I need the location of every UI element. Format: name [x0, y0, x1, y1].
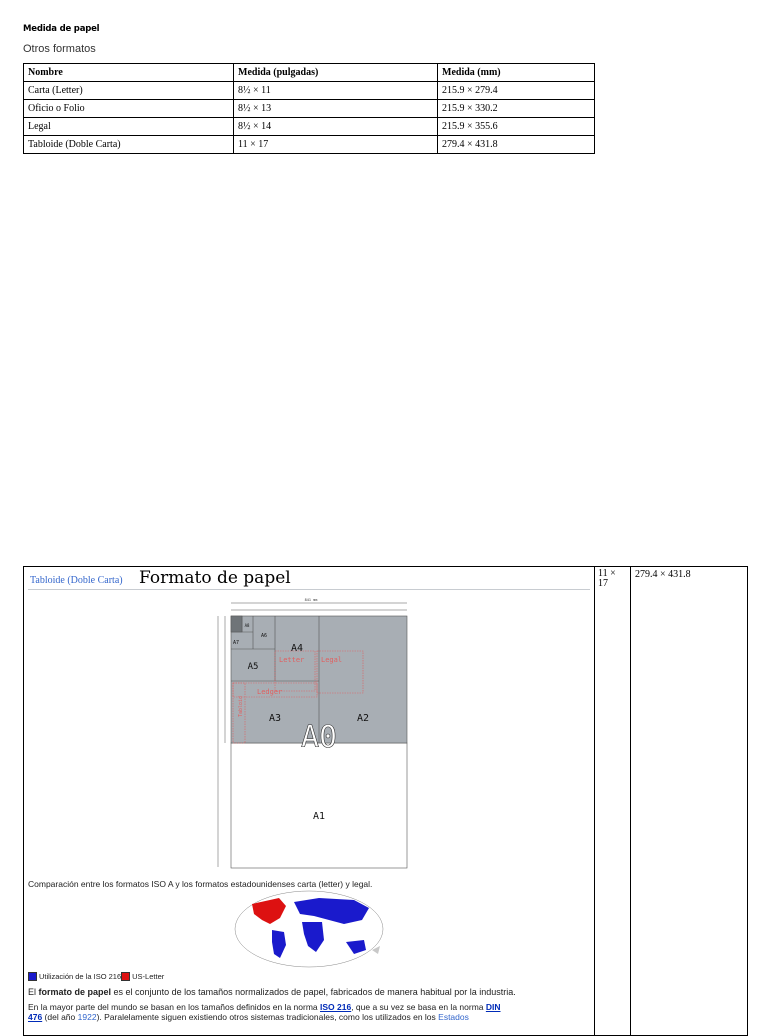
cell-name: Legal	[24, 118, 234, 136]
cell-mm: 215.9 × 355.6	[438, 118, 595, 136]
cell-inches: 8½ × 14	[234, 118, 438, 136]
a7-label: A7	[232, 640, 240, 646]
din-476-link[interactable]: 476	[28, 1012, 43, 1022]
tabloide-link[interactable]: Tabloide (Doble Carta)	[30, 575, 123, 586]
cell-mm: 215.9 × 330.2	[438, 100, 595, 118]
paper-size-diagram	[213, 597, 409, 873]
us-swatch	[121, 972, 130, 981]
iso-swatch	[28, 972, 37, 981]
letter-label: Letter	[279, 656, 305, 664]
a1-sheet	[231, 743, 407, 868]
diagram-caption: Comparación entre los formatos ISO A y los formatos estadounidenses carta (letter) y legal.	[28, 879, 373, 889]
iso-216-link[interactable]: ISO 216	[320, 1002, 352, 1012]
intro-paragraph	[28, 987, 588, 997]
paper-formats-table	[23, 63, 595, 154]
lower-table-fragment	[23, 566, 748, 1036]
a5-label: A5	[247, 662, 259, 672]
section-subtitle: Otros formatos	[23, 43, 96, 55]
a2-label: A2	[356, 713, 370, 724]
para1-bold: formato de papel	[38, 987, 112, 997]
a3-label: A3	[268, 713, 282, 724]
ledger-label: Ledger	[257, 688, 283, 696]
header-mm: Medida (mm)	[438, 64, 595, 82]
infobox-cell	[24, 567, 595, 1035]
para2-text-4: ). Paralelamente siguen existiendo otros sistemas tradicionales, como los utilizados en los	[96, 1012, 439, 1022]
din-link[interactable]: DIN	[485, 1002, 501, 1012]
map-legend	[28, 972, 164, 981]
a0-label: A0	[300, 720, 338, 755]
para2-text-2: , que a su vez se basa en la norma	[351, 1002, 486, 1012]
second-paragraph	[28, 1002, 588, 1022]
cell-name: Carta (Letter)	[24, 82, 234, 100]
a8-sheet	[231, 616, 242, 632]
tabloid-label: Tabloid	[238, 695, 244, 717]
cell-inches: 8½ × 13	[234, 100, 438, 118]
para1-text-2: es el conjunto de los tamaños normalizados de papel, fabricados de manera habitual por la industria.	[111, 987, 516, 997]
cell-name: Oficio o Folio	[24, 100, 234, 118]
cell-mm: 215.9 × 279.4	[438, 82, 595, 100]
document-title: Medida de papel	[23, 24, 100, 34]
mm-cell: 279.4 × 431.8	[635, 569, 691, 580]
infobox-header	[28, 569, 590, 590]
para2-text-1: En la mayor parte del mundo se basan en los tamaños definidos en la norma	[28, 1002, 321, 1012]
legal-label: Legal	[321, 656, 343, 664]
header-nombre: Nombre	[24, 64, 234, 82]
cell-inches: 11 × 17	[234, 136, 438, 154]
a1-label: A1	[312, 811, 326, 822]
table-row	[24, 82, 595, 100]
world-map-image	[234, 890, 384, 968]
infobox-title: Formato de papel	[139, 568, 291, 588]
cell-name: Tabloide (Doble Carta)	[24, 136, 234, 154]
us-legend-label: US-Letter	[132, 972, 165, 981]
para2-text-3: (del año	[42, 1012, 78, 1022]
table-row	[24, 136, 595, 154]
para1-text-1: El	[28, 987, 39, 997]
table-row	[24, 118, 595, 136]
header-pulgadas: Medida (pulgadas)	[234, 64, 438, 82]
a8-label: A8	[244, 623, 250, 628]
year-1922-link[interactable]: 1922	[77, 1012, 97, 1022]
a6-label: A6	[260, 633, 268, 639]
cell-inches: 8½ × 11	[234, 82, 438, 100]
cell-mm: 279.4 × 431.8	[438, 136, 595, 154]
inches-cell: 11 × 17	[595, 567, 631, 1035]
a4-label: A4	[290, 643, 304, 654]
table-row	[24, 100, 595, 118]
iso-legend-label: Utilización de la ISO 216	[39, 972, 122, 981]
top-dimension-label: 841 mm	[304, 598, 318, 602]
table-header-row	[24, 64, 595, 82]
estados-link[interactable]: Estados	[438, 1012, 469, 1022]
